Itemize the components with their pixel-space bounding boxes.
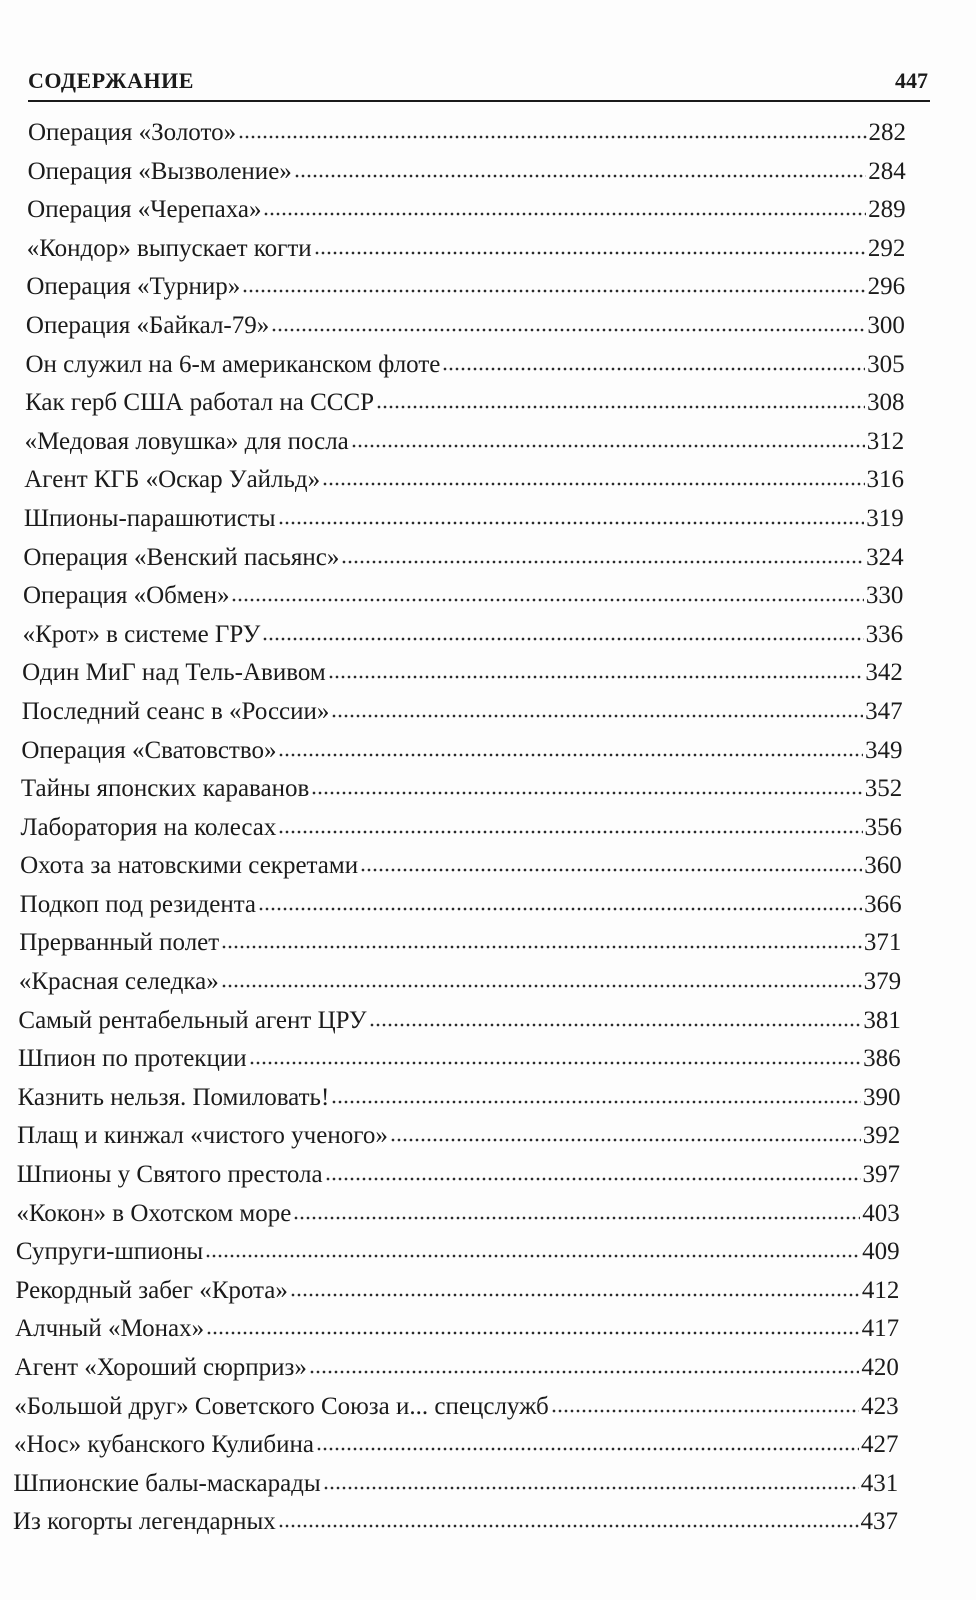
toc-entry-page-number: 352 [864,775,903,803]
toc-entry-title: Плащ и кинжал «чистого ученого» [17,1122,388,1150]
dot-leader [249,1060,862,1066]
toc-entry-title: Операция «Турнир» [26,273,241,301]
toc-entry-page-number: 360 [864,852,902,880]
toc-entry [0,1426,976,1465]
dot-leader [442,366,865,372]
toc-entry-title: Шпион по протекции [18,1045,247,1073]
toc-entry [0,1503,976,1542]
toc-entry-page-number: 284 [868,157,906,185]
toc-entry [0,1195,976,1234]
toc-entry-title: «Кондор» выпускает когти [26,234,312,262]
toc-entry-page-number: 308 [866,389,905,417]
toc-entry [0,732,976,771]
toc-entry [0,384,976,423]
dot-leader [206,1330,860,1336]
toc-entry-title: Казнить нельзя. Помиловать! [17,1083,330,1111]
toc-entry [0,577,976,616]
dot-leader [258,906,862,912]
toc-entry-title: Охота за натовскими секретами [20,852,359,880]
toc-entry-page-number: 392 [862,1122,901,1150]
toc-entry-title: Операция «Золото» [28,119,237,146]
toc-entry-page-number: 366 [864,890,902,918]
toc-entry-page-number: 417 [861,1315,900,1343]
toc-entry-title: Лаборатория на колесах [20,813,277,841]
dot-leader [316,1446,859,1452]
toc-entry [0,268,976,307]
dot-leader [311,790,862,796]
dot-leader [262,636,863,642]
toc-entry-title: Он служил на 6-м американском флоте [25,350,441,378]
dot-leader [390,1137,861,1143]
toc-entry-page-number: 347 [865,697,903,725]
toc-entry [0,924,976,963]
toc-entry-title: Супруги-шпионы [15,1238,204,1266]
dot-leader [278,752,862,758]
toc-entry-page-number: 397 [862,1161,900,1189]
toc-entry-title: Алчный «Монах» [15,1315,205,1343]
toc-entry [0,461,976,500]
toc-entry-page-number: 423 [861,1392,899,1420]
dot-leader [278,520,865,526]
toc-entry [0,963,976,1002]
dot-leader [294,173,866,179]
toc-entry-page-number: 437 [860,1508,898,1536]
toc-entry [0,1272,976,1311]
toc-entry-title: Прерванный полет [19,929,220,957]
toc-entry-title: Шпионы у Святого престола [16,1161,323,1189]
dot-leader [331,1099,861,1105]
header-rule [28,100,930,102]
toc-entry [0,539,976,578]
page-header [28,60,928,100]
dot-leader [309,1369,859,1375]
toc-entry [0,307,976,346]
page-title: СОДЕРЖАНИЕ [28,68,194,93]
toc-entry [0,1310,976,1349]
toc-entry-page-number: 305 [867,350,905,378]
dot-leader [242,288,865,294]
toc-entry-page-number: 300 [867,311,905,339]
toc-entry [0,346,976,385]
toc-entry-title: «Медовая ловушка» для посла [24,427,349,455]
toc-entry-page-number: 356 [864,813,902,841]
toc-entry [0,886,976,925]
toc-entry-page-number: 330 [865,582,904,610]
toc-entry-page-number: 324 [866,543,904,571]
toc-entry [0,1156,976,1195]
dot-leader [238,134,866,140]
toc-entry-page-number: 296 [867,273,906,301]
toc-entry-page-number: 289 [868,196,906,224]
toc-entry-title: Подкоп под резидента [19,890,257,918]
toc-entry-title: Самый рентабельный агент ЦРУ [18,1006,367,1034]
toc-entry [0,230,976,269]
dot-leader [314,250,866,256]
toc-entry-page-number: 431 [860,1469,899,1497]
toc-entry-title: Операция «Венский пасьянс» [23,543,340,571]
dot-leader [263,211,866,217]
dot-leader [325,1176,861,1182]
toc-entry [0,654,976,693]
table-of-contents [0,114,976,1542]
dot-leader [331,713,863,719]
dot-leader [376,404,865,410]
toc-entry-page-number: 379 [863,968,902,996]
toc-entry-title: Агент «Хороший сюрприз» [14,1354,307,1381]
toc-entry-page-number: 342 [865,659,903,687]
dot-leader [231,597,863,603]
toc-entry-title: Операция «Обмен» [23,582,230,610]
toc-entry [0,809,976,848]
toc-entry-page-number: 282 [868,119,906,146]
toc-entry-page-number: 336 [865,620,904,648]
toc-entry [0,1233,976,1272]
dot-leader [278,829,862,835]
toc-entry-title: Шпионы-парашютисты [23,504,276,532]
toc-entry [0,1388,976,1427]
dot-leader [293,1215,860,1221]
toc-entry-title: «Нос» кубанского Кулибина [13,1431,314,1459]
toc-entry-title: Из когорты легендарных [13,1508,276,1536]
dot-leader [278,1523,859,1529]
toc-entry [0,1117,976,1156]
dot-leader [290,1292,860,1298]
toc-entry-title: Как герб США работал на СССР [25,389,375,417]
toc-entry-page-number: 316 [866,466,904,494]
toc-entry [0,153,976,192]
toc-entry-title: Тайны японских караванов [20,775,310,803]
toc-entry-page-number: 319 [866,504,904,532]
toc-entry-title: «Большой друг» Советского Союза и... спецслужб [14,1392,549,1420]
toc-entry-title: Операция «Байкал-79» [25,311,270,339]
toc-entry-page-number: 390 [862,1083,901,1111]
toc-entry-page-number: 312 [866,427,905,455]
toc-entry [0,114,976,153]
toc-entry-title: Один МиГ над Тель-Авивом [22,659,326,687]
toc-entry-title: Агент КГБ «Оскар Уайльд» [24,466,321,494]
dot-leader [369,1022,862,1028]
toc-entry-page-number: 420 [861,1354,899,1381]
dot-leader [360,867,862,873]
toc-entry-page-number: 292 [867,234,906,262]
toc-entry [0,1349,976,1388]
dot-leader [271,327,865,333]
dot-leader [221,983,862,989]
toc-entry-page-number: 412 [861,1276,900,1304]
toc-entry-title: Рекордный забег «Крота» [15,1276,288,1304]
page-number: 447 [895,68,928,93]
toc-entry [0,1002,976,1041]
dot-leader [322,481,864,487]
toc-entry [0,1040,976,1079]
toc-entry-title: Операция «Черепаха» [27,196,262,224]
toc-entry [0,191,976,230]
toc-entry-title: Шпионские балы-маскарады [13,1469,321,1497]
toc-entry-page-number: 371 [863,929,902,957]
toc-entry-title: «Кокон» в Охотском море [16,1199,292,1227]
dot-leader [341,559,864,565]
toc-entry [0,500,976,539]
toc-entry-page-number: 381 [863,1006,901,1034]
dot-leader [323,1485,859,1491]
toc-entry-title: Операция «Сватовство» [21,736,277,764]
dot-leader [328,674,864,680]
toc-entry-page-number: 386 [863,1045,901,1073]
toc-entry [0,770,976,809]
dot-leader [221,944,862,950]
dot-leader [205,1253,860,1259]
toc-entry [0,1465,976,1504]
toc-entry [0,423,976,462]
toc-entry-title: «Крот» в системе ГРУ [22,620,261,648]
toc-entry [0,616,976,655]
toc-entry [0,1079,976,1118]
dot-leader [351,443,865,449]
dot-leader [551,1408,859,1414]
toc-entry-title: Последний сеанс в «России» [21,697,330,725]
toc-entry-title: Операция «Вызволение» [27,157,292,185]
toc-entry [0,847,976,886]
toc-entry-page-number: 403 [862,1199,900,1227]
toc-entry-page-number: 409 [862,1238,900,1266]
toc-entry-page-number: 427 [860,1431,899,1459]
toc-entry [0,693,976,732]
toc-entry-page-number: 349 [864,736,903,764]
toc-entry-title: «Красная селедка» [18,968,219,996]
